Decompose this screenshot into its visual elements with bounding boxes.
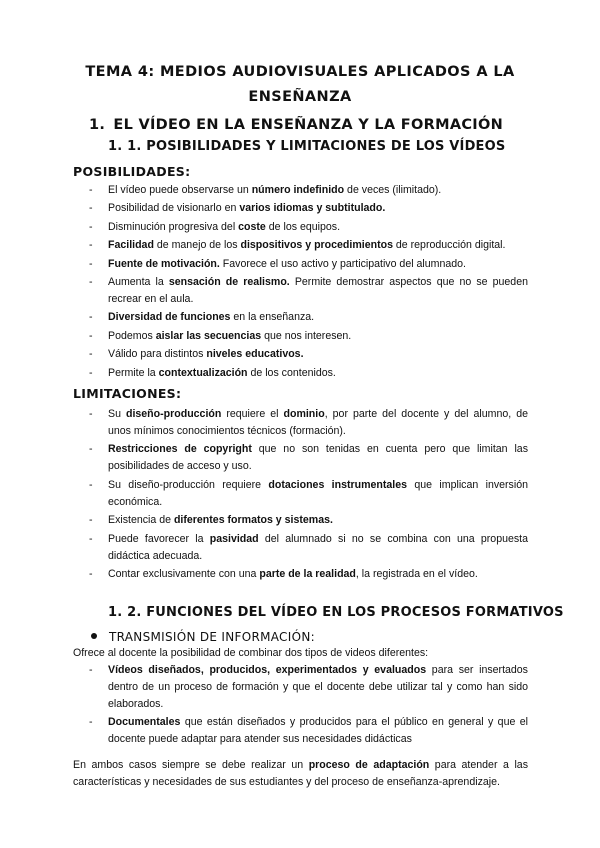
list-item: - El vídeo puede observarse un número indefinido de veces (ilimitado). [89, 184, 442, 196]
list-item: - Disminución progresiva del coste de los equipos. [89, 220, 341, 233]
list-item: - Posibilidad de visionarlo en varios idiomas y subtitulado. [89, 202, 386, 215]
list-item: - Permite la contextualización de los contenidos. [89, 366, 336, 379]
list-item: - Fuente de motivación. Favorece el uso activo y participativo del alumnado. [89, 257, 466, 270]
list-item: - Válido para distintos niveles educativos. [89, 348, 304, 361]
limitaciones-list [73, 406, 528, 584]
list-item: - Vídeos diseñados, producidos, experimentados y evaluados para ser insertados dentro de un proceso de formación y que el docente debe utilizar tal y como han sido elaborados. [89, 664, 528, 710]
page-title: TEMA 4: MEDIOS AUDIOVISUALES APLICADOS A LA ENSEÑANZA [85, 64, 515, 105]
subsection-heading-1-2: 1. 2. FUNCIONES DEL VÍDEO EN LOS PROCESOS FORMATIVOS [108, 605, 564, 620]
transmision-heading [91, 630, 315, 644]
list-item: - Contar exclusivamente con una parte de la realidad, la registrada en el vídeo. [89, 567, 478, 580]
list-item: - Su diseño-producción requiere el dominio, por parte del docente y del alumno, de unos mínimos conocimientos técnicos (formación). [89, 408, 528, 437]
limitaciones-label: LIMITACIONES: [73, 386, 182, 401]
section-heading-1 [89, 117, 503, 133]
transmision-intro: Ofrece al docente la posibilidad de combinar dos tipos de videos diferentes: [73, 647, 429, 659]
list-item: - Existencia de diferentes formatos y sistemas. [89, 514, 333, 527]
list-item: - Puede favorecer la pasividad del alumnado si no se combina con una propuesta didáctica adecuada. [89, 532, 528, 562]
list-item: - Restricciones de copyright que no son tenidas en cuenta pero que limitan las posibilidades de acceso y uso. [89, 443, 528, 473]
section-title: EL VÍDEO EN LA ENSEÑANZA Y LA FORMACIÓN [113, 117, 504, 133]
subsection-heading-1-1: 1. 1. POSIBILIDADES Y LIMITACIONES DE LOS VÍDEOS [108, 139, 506, 154]
posibilidades-label: POSIBILIDADES: [73, 164, 191, 179]
transmision-list [73, 662, 528, 750]
posibilidades-list [73, 182, 528, 383]
bullet-icon [91, 633, 97, 639]
transmision-label: TRANSMISIÓN DE INFORMACIÓN: [109, 630, 315, 644]
closing-paragraph: En ambos casos siempre se debe realizar un proceso de adaptación para atender a las características y necesidades de sus estudiantes y del proceso de enseñanza-aprendizaje. [73, 759, 528, 788]
list-item: - Su diseño-producción requiere dotaciones instrumentales que implican inversión económica. [89, 478, 528, 508]
section-number: 1. [89, 117, 106, 133]
list-item: - Diversidad de funciones en la enseñanza. [89, 311, 315, 324]
list-item: - Documentales que están diseñados y producidos para el público en general y que el docente puede adaptar para atender sus necesidades didácticas [89, 716, 528, 746]
list-item: - Podemos aislar las secuencias que nos interesen. [89, 329, 352, 342]
list-item: - Facilidad de manejo de los dispositivos y procedimientos de reproducción digital. [89, 239, 506, 252]
list-item: - Aumenta la sensación de realismo. Permite demostrar aspectos que no se pueden recrear en el aula. [89, 275, 528, 305]
